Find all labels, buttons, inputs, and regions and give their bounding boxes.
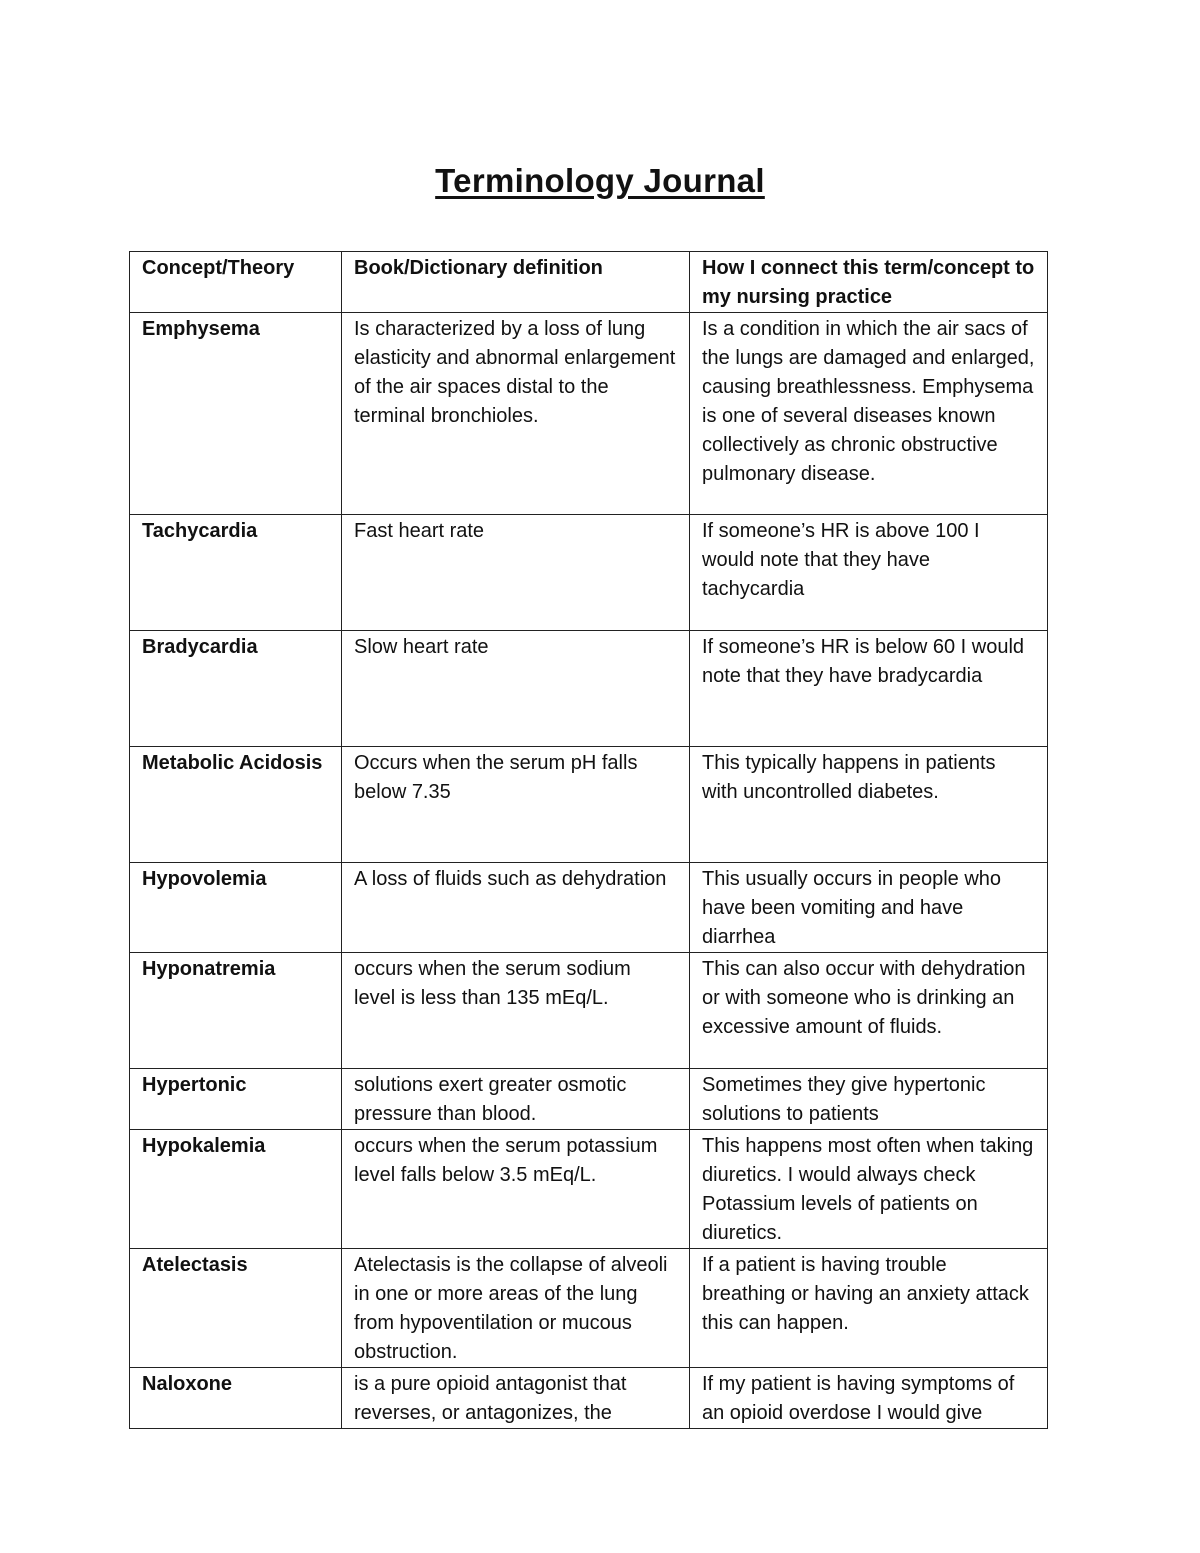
connection-cell: Is a condition in which the air sacs of the lungs are damaged and enlarged, causing breathlessness. Emphysema is one of several diseases known collectively as chronic obstructive pulmonary disease.: [690, 313, 1048, 515]
table-row: [130, 1130, 1048, 1249]
table-row: [130, 313, 1048, 515]
table-row: [130, 953, 1048, 1069]
concept-cell: Atelectasis: [130, 1249, 342, 1368]
table-row: [130, 1249, 1048, 1368]
concept-cell: Hypovolemia: [130, 863, 342, 953]
definition-cell: Slow heart rate: [342, 631, 690, 747]
definition-cell: Occurs when the serum pH falls below 7.35: [342, 747, 690, 863]
connection-cell: If someone’s HR is above 100 I would note that they have tachycardia: [690, 515, 1048, 631]
definition-cell: Fast heart rate: [342, 515, 690, 631]
definition-cell: solutions exert greater osmotic pressure than blood.: [342, 1069, 690, 1130]
definition-cell: Atelectasis is the collapse of alveoli in one or more areas of the lung from hypoventilation or mucous obstruction.: [342, 1249, 690, 1368]
concept-cell: Emphysema: [130, 313, 342, 515]
concept-cell: Tachycardia: [130, 515, 342, 631]
connection-cell: If a patient is having trouble breathing or having an anxiety attack this can happen.: [690, 1249, 1048, 1368]
table-header-row: [130, 252, 1048, 313]
table-row: [130, 747, 1048, 863]
concept-cell: Hyponatremia: [130, 953, 342, 1069]
definition-cell: occurs when the serum sodium level is less than 135 mEq/L.: [342, 953, 690, 1069]
connection-cell: This can also occur with dehydration or with someone who is drinking an excessive amount of fluids.: [690, 953, 1048, 1069]
connection-cell: This usually occurs in people who have been vomiting and have diarrhea: [690, 863, 1048, 953]
connection-cell: This typically happens in patients with uncontrolled diabetes.: [690, 747, 1048, 863]
definition-cell: occurs when the serum potassium level falls below 3.5 mEq/L.: [342, 1130, 690, 1249]
concept-cell: Hypokalemia: [130, 1130, 342, 1249]
table-row: [130, 515, 1048, 631]
header-concept: Concept/Theory: [130, 252, 342, 313]
definition-cell: Is characterized by a loss of lung elasticity and abnormal enlargement of the air spaces distal to the terminal bronchioles.: [342, 313, 690, 515]
connection-cell: Sometimes they give hypertonic solutions to patients: [690, 1069, 1048, 1130]
definition-cell: A loss of fluids such as dehydration: [342, 863, 690, 953]
connection-cell: This happens most often when taking diuretics. I would always check Potassium levels of patients on diuretics.: [690, 1130, 1048, 1249]
connection-cell: If someone’s HR is below 60 I would note that they have bradycardia: [690, 631, 1048, 747]
terminology-table: [129, 251, 1048, 1429]
table-row: [130, 863, 1048, 953]
table-row: [130, 1069, 1048, 1130]
concept-cell: Bradycardia: [130, 631, 342, 747]
header-connection: How I connect this term/concept to my nursing practice: [690, 252, 1048, 313]
table-row: [130, 1368, 1048, 1429]
concept-cell: Hypertonic: [130, 1069, 342, 1130]
table-row: [130, 631, 1048, 747]
concept-cell: Naloxone: [130, 1368, 342, 1429]
header-definition: Book/Dictionary definition: [342, 252, 690, 313]
definition-cell: is a pure opioid antagonist that reverses, or antagonizes, the: [342, 1368, 690, 1429]
connection-cell: If my patient is having symptoms of an opioid overdose I would give: [690, 1368, 1048, 1429]
page-title: Terminology Journal: [435, 162, 765, 199]
concept-cell: Metabolic Acidosis: [130, 747, 342, 863]
